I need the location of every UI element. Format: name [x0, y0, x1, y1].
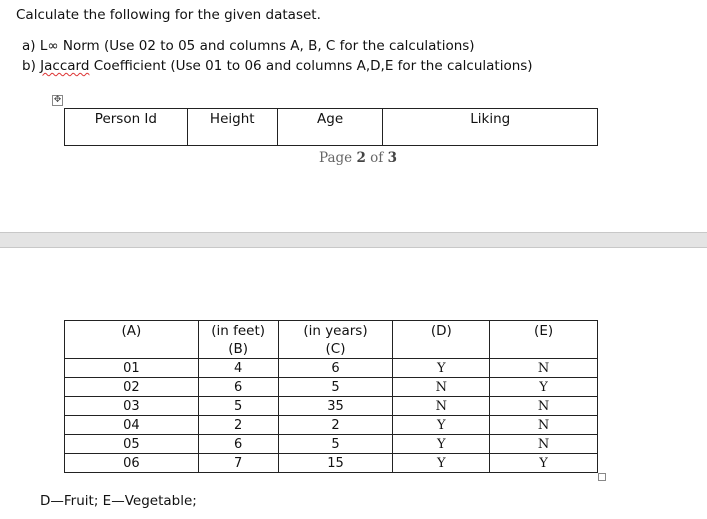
cell-a[interactable]: 03 — [65, 397, 199, 416]
question-b — [22, 58, 533, 74]
intro-text: Calculate the following for the given dataset. — [16, 7, 321, 23]
cell-c[interactable]: 15 — [278, 454, 393, 473]
header-cell-person-id[interactable]: Person Id — [65, 109, 188, 146]
cell-b[interactable]: 4 — [198, 359, 278, 378]
table-move-handle-icon[interactable]: ✥ — [53, 95, 62, 105]
cell-a[interactable]: 05 — [65, 435, 199, 454]
column-legend: D—Fruit; E—Vegetable; — [40, 493, 197, 509]
cell-c[interactable]: 6 — [278, 359, 393, 378]
question-b-rest: Coefficient (Use 01 to 06 and columns A,D,E for the calculations) — [89, 58, 533, 74]
cell-d[interactable]: N — [393, 397, 490, 416]
table-row — [65, 454, 598, 473]
cell-c[interactable]: 35 — [278, 397, 393, 416]
cell-a[interactable]: 01 — [65, 359, 199, 378]
table-resize-handle[interactable] — [598, 473, 606, 481]
cell-a[interactable]: 02 — [65, 378, 199, 397]
question-a: a) L∞ Norm (Use 02 to 05 and columns A, B, C for the calculations) — [22, 38, 475, 54]
table-row — [65, 359, 598, 378]
header-table — [64, 108, 598, 146]
cell-a[interactable]: 04 — [65, 416, 199, 435]
page-current: 2 — [356, 150, 366, 166]
cell-d[interactable]: Y — [393, 454, 490, 473]
data-table — [64, 320, 598, 473]
spellcheck-flagged-word[interactable]: Jaccard — [40, 58, 90, 74]
cell-d[interactable]: Y — [393, 359, 490, 378]
cell-d[interactable]: Y — [393, 416, 490, 435]
cell-c[interactable]: 2 — [278, 416, 393, 435]
cell-e[interactable]: N — [490, 435, 598, 454]
table-row — [65, 378, 598, 397]
cell-b[interactable]: 5 — [198, 397, 278, 416]
page-middle: of — [365, 150, 388, 166]
table-row — [65, 435, 598, 454]
cell-b[interactable]: 7 — [198, 454, 278, 473]
col-header-d[interactable]: (D) — [393, 321, 490, 359]
page-total: 3 — [387, 150, 397, 166]
cell-e[interactable]: N — [490, 397, 598, 416]
cell-d[interactable]: Y — [393, 435, 490, 454]
question-b-prefix: b) — [22, 58, 41, 74]
cell-e[interactable]: N — [490, 359, 598, 378]
cell-e[interactable]: Y — [490, 378, 598, 397]
cell-e[interactable]: Y — [490, 454, 598, 473]
page-indicator — [0, 150, 707, 166]
cell-b[interactable]: 6 — [198, 435, 278, 454]
cell-b[interactable]: 2 — [198, 416, 278, 435]
header-row — [65, 109, 598, 146]
cell-c[interactable]: 5 — [278, 435, 393, 454]
table-row — [65, 416, 598, 435]
page-prefix: Page — [319, 150, 357, 166]
col-header-b[interactable]: (in feet) (B) — [198, 321, 278, 359]
cell-d[interactable]: N — [393, 378, 490, 397]
cell-b[interactable]: 6 — [198, 378, 278, 397]
col-header-c[interactable]: (in years) (C) — [278, 321, 393, 359]
col-header-a[interactable]: (A) — [65, 321, 199, 359]
header-cell-height[interactable]: Height — [187, 109, 277, 146]
header-cell-age[interactable]: Age — [277, 109, 383, 146]
table-row — [65, 397, 598, 416]
cell-a[interactable]: 06 — [65, 454, 199, 473]
col-header-e[interactable]: (E) — [490, 321, 598, 359]
cell-c[interactable]: 5 — [278, 378, 393, 397]
cell-e[interactable]: N — [490, 416, 598, 435]
page-break-gap — [0, 232, 707, 248]
data-header-row — [65, 321, 598, 359]
header-cell-liking[interactable]: Liking — [383, 109, 598, 146]
